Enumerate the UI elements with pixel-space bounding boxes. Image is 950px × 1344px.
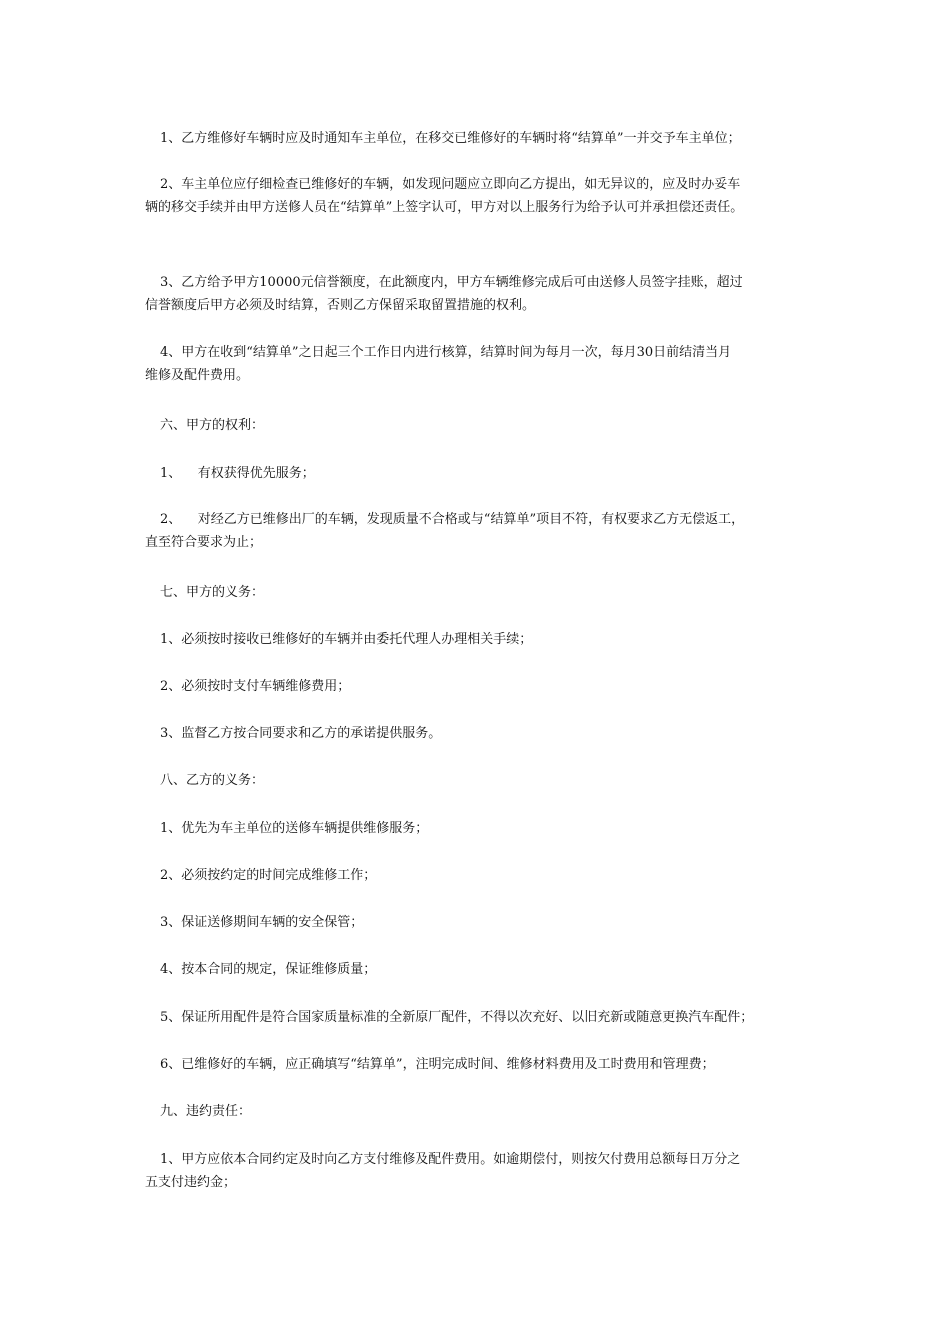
text-line: 2、车主单位应仔细检查已维修好的车辆，如发现问题应立即向乙方提出，如无异议的，应及时办妥车 (160, 177, 741, 192)
section-heading-breach-liability (145, 1100, 825, 1123)
paragraph-b-obligation-1 (145, 817, 825, 840)
section-heading-party-a-obligations (145, 581, 825, 604)
text-line: 六、甲方的权利： (160, 418, 265, 433)
text-line: 九、违约责任： (160, 1104, 252, 1119)
section-heading-party-b-obligations (145, 769, 825, 792)
text-line: 3、监督乙方按合同要求和乙方的承诺提供服务。 (160, 726, 442, 741)
paragraph-b-obligation-2 (145, 864, 825, 887)
text-line: 3、乙方给予甲方10000元信誉额度，在此额度内，甲方车辆维修完成后可由送修人员签字挂账，超过 (160, 275, 743, 290)
text-line: 3、保证送修期间车辆的安全保管； (160, 915, 364, 930)
paragraph-settlement-4 (145, 341, 825, 387)
text-line: 6、已维修好的车辆，应正确填写“结算单”，注明完成时间、维修材料费用及工时费用和管理费； (160, 1057, 715, 1072)
paragraph-a-obligation-1 (145, 628, 825, 651)
paragraph-settlement-1 (145, 127, 825, 150)
text-line: 维修及配件费用。 (145, 368, 250, 383)
paragraph-settlement-3 (145, 271, 825, 317)
text-line: 5、保证所用配件是符合国家质量标准的全新原厂配件，不得以次充好、以旧充新或随意更换汽车配件； (160, 1010, 754, 1025)
section-heading-party-a-rights (145, 414, 825, 437)
paragraph-breach-1 (145, 1148, 825, 1194)
text-line: 七、甲方的义务： (160, 585, 265, 600)
text-line: 1、甲方应依本合同约定及时向乙方支付维修及配件费用。如逾期偿付，则按欠付费用总额每日万分之 (160, 1152, 741, 1167)
paragraph-rights-2 (145, 508, 825, 554)
paragraph-settlement-2 (145, 173, 825, 219)
text-line: 2、 对经乙方已维修出厂的车辆，发现质量不合格或与“结算单”项目不符，有权要求乙方无偿返工， (160, 512, 745, 527)
paragraph-a-obligation-3 (145, 722, 825, 745)
paragraph-a-obligation-2 (145, 675, 825, 698)
text-line: 1、必须按时接收已维修好的车辆并由委托代理人办理相关手续； (160, 632, 533, 647)
text-line: 信誉额度后甲方必须及时结算，否则乙方保留采取留置措施的权利。 (145, 298, 536, 313)
paragraph-b-obligation-4 (145, 958, 825, 981)
text-line: 五支付违约金； (145, 1175, 237, 1190)
text-line: 4、按本合同的规定，保证维修质量； (160, 962, 377, 977)
paragraph-rights-1 (145, 462, 825, 485)
text-line: 4、甲方在收到“结算单”之日起三个工作日内进行核算，结算时间为每月一次，每月30日前结清当月 (160, 345, 732, 360)
paragraph-b-obligation-5 (145, 1006, 825, 1029)
text-line: 2、必须按时支付车辆维修费用； (160, 679, 351, 694)
text-line: 辆的移交手续并由甲方送修人员在“结算单”上签字认可，甲方对以上服务行为给予认可并承担偿还责任。 (145, 200, 744, 215)
text-line: 1、优先为车主单位的送修车辆提供维修服务； (160, 821, 429, 836)
text-line: 直至符合要求为止； (145, 535, 263, 550)
text-line: 八、乙方的义务： (160, 773, 265, 788)
paragraph-b-obligation-3 (145, 911, 825, 934)
paragraph-b-obligation-6 (145, 1053, 825, 1076)
text-line: 1、乙方维修好车辆时应及时通知车主单位，在移交已维修好的车辆时将“结算单”一并交予车主单位； (160, 131, 741, 146)
text-line: 1、 有权获得优先服务； (160, 466, 315, 481)
text-line: 2、必须按约定的时间完成维修工作； (160, 868, 377, 883)
